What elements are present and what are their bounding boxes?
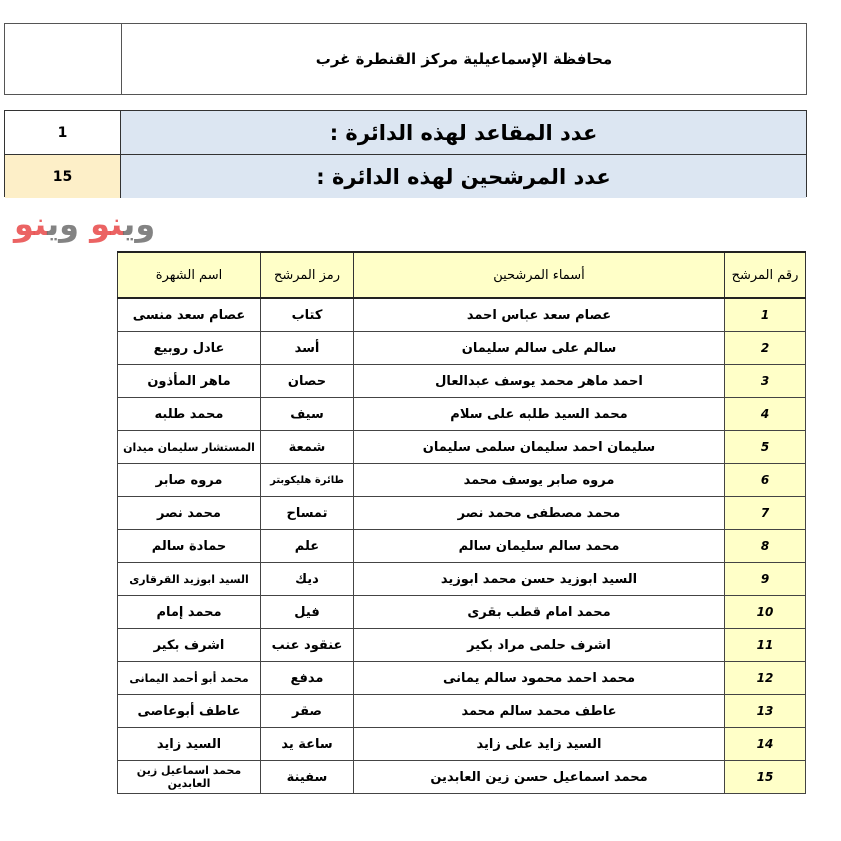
candidates-count-row [5, 155, 806, 198]
table-row [118, 629, 806, 662]
candidate-number: 11 [725, 629, 806, 662]
candidate-name: السيد ابوزيد حسن محمد ابوزيد [354, 563, 725, 596]
candidate-symbol: فيل [261, 596, 354, 629]
candidate-symbol: شمعة [261, 431, 354, 464]
candidate-number: 6 [725, 464, 806, 497]
candidate-symbol: كتاب [261, 298, 354, 332]
candidate-number: 1 [725, 298, 806, 332]
seats-label: عدد المقاعد لهذه الدائرة : [121, 111, 806, 154]
candidate-name: محمد امام قطب بقرى [354, 596, 725, 629]
candidate-number: 13 [725, 695, 806, 728]
candidate-name: محمد مصطفى محمد نصر [354, 497, 725, 530]
table-row [118, 662, 806, 695]
empty-cell [5, 24, 122, 94]
candidate-name: محمد احمد محمود سالم يمانى [354, 662, 725, 695]
table-row [118, 365, 806, 398]
candidate-number: 7 [725, 497, 806, 530]
candidate-nickname: السيد زايد [118, 728, 261, 761]
candidate-nickname: المستشار سليمان ميدان [118, 431, 261, 464]
candidate-name: عاطف محمد سالم محمد [354, 695, 725, 728]
candidate-number: 14 [725, 728, 806, 761]
table-row [118, 332, 806, 365]
table-row [118, 298, 806, 332]
candidate-name: مروه صابر يوسف محمد [354, 464, 725, 497]
candidate-nickname: محمد اسماعيل زين العابدين [118, 761, 261, 794]
candidate-number: 12 [725, 662, 806, 695]
candidate-symbol: تمساح [261, 497, 354, 530]
table-row [118, 728, 806, 761]
candidate-name: محمد سالم سليمان سالم [354, 530, 725, 563]
candidate-nickname: محمد طلبه [118, 398, 261, 431]
candidate-symbol: مدفع [261, 662, 354, 695]
candidate-symbol: أسد [261, 332, 354, 365]
candidate-nickname: ماهر المأذون [118, 365, 261, 398]
candidate-name: عصام سعد عباس احمد [354, 298, 725, 332]
candidate-name: السيد زايد على زايد [354, 728, 725, 761]
header-nickname: اسم الشهرة [118, 252, 261, 298]
seats-row [5, 111, 806, 155]
candidate-symbol: صقر [261, 695, 354, 728]
candidate-nickname: اشرف بكير [118, 629, 261, 662]
candidate-name: محمد السيد طلبه على سلام [354, 398, 725, 431]
candidate-number: 5 [725, 431, 806, 464]
candidate-symbol: حصان [261, 365, 354, 398]
candidate-nickname: عادل روبيع [118, 332, 261, 365]
candidate-symbol: ساعة يد [261, 728, 354, 761]
candidate-symbol: سفينة [261, 761, 354, 794]
candidate-nickname: محمد إمام [118, 596, 261, 629]
candidate-nickname: السيد ابوزيد القرقارى [118, 563, 261, 596]
header-number: رقم المرشح [725, 252, 806, 298]
table-row [118, 695, 806, 728]
table-row [118, 563, 806, 596]
candidate-name: سليمان احمد سليمان سلمى سليمان [354, 431, 725, 464]
candidate-nickname: مروه صابر [118, 464, 261, 497]
candidate-symbol: علم [261, 530, 354, 563]
candidate-number: 8 [725, 530, 806, 563]
candidate-symbol: طائرة هليكوبتر [261, 464, 354, 497]
candidate-symbol: سيف [261, 398, 354, 431]
table-row [118, 596, 806, 629]
candidate-symbol: ديك [261, 563, 354, 596]
governorate-header [4, 23, 807, 95]
candidate-symbol: عنقود عنب [261, 629, 354, 662]
candidate-nickname: محمد أبو أحمد اليمانى [118, 662, 261, 695]
candidate-name: سالم على سالم سليمان [354, 332, 725, 365]
candidate-nickname: عاطف أبوعاصى [118, 695, 261, 728]
candidate-number: 9 [725, 563, 806, 596]
table-row [118, 761, 806, 794]
candidates-count-value: 15 [5, 155, 121, 198]
candidate-nickname: محمد نصر [118, 497, 261, 530]
candidate-number: 10 [725, 596, 806, 629]
counts-box [4, 110, 807, 197]
table-row [118, 431, 806, 464]
candidates-table [117, 251, 806, 794]
candidate-number: 3 [725, 365, 806, 398]
candidate-number: 2 [725, 332, 806, 365]
candidate-name: احمد ماهر محمد يوسف عبدالعال [354, 365, 725, 398]
candidate-nickname: عصام سعد منسى [118, 298, 261, 332]
candidate-number: 4 [725, 398, 806, 431]
table-header [118, 252, 806, 298]
candidate-name: محمد اسماعيل حسن زين العابدين [354, 761, 725, 794]
governorate-title: محافظة الإسماعيلية مركز القنطرة غرب [315, 50, 613, 68]
seats-value: 1 [5, 111, 121, 154]
candidates-count-label: عدد المرشحين لهذه الدائرة : [121, 155, 806, 198]
header-name: أسماء المرشحين [354, 252, 725, 298]
candidate-name: اشرف حلمى مراد بكير [354, 629, 725, 662]
header-symbol: رمز المرشح [261, 252, 354, 298]
table-row [118, 497, 806, 530]
table-row [118, 398, 806, 431]
candidate-number: 15 [725, 761, 806, 794]
table-row [118, 530, 806, 563]
table-row [118, 464, 806, 497]
watermark-logo: وينو وينو [14, 205, 156, 243]
candidate-nickname: حمادة سالم [118, 530, 261, 563]
